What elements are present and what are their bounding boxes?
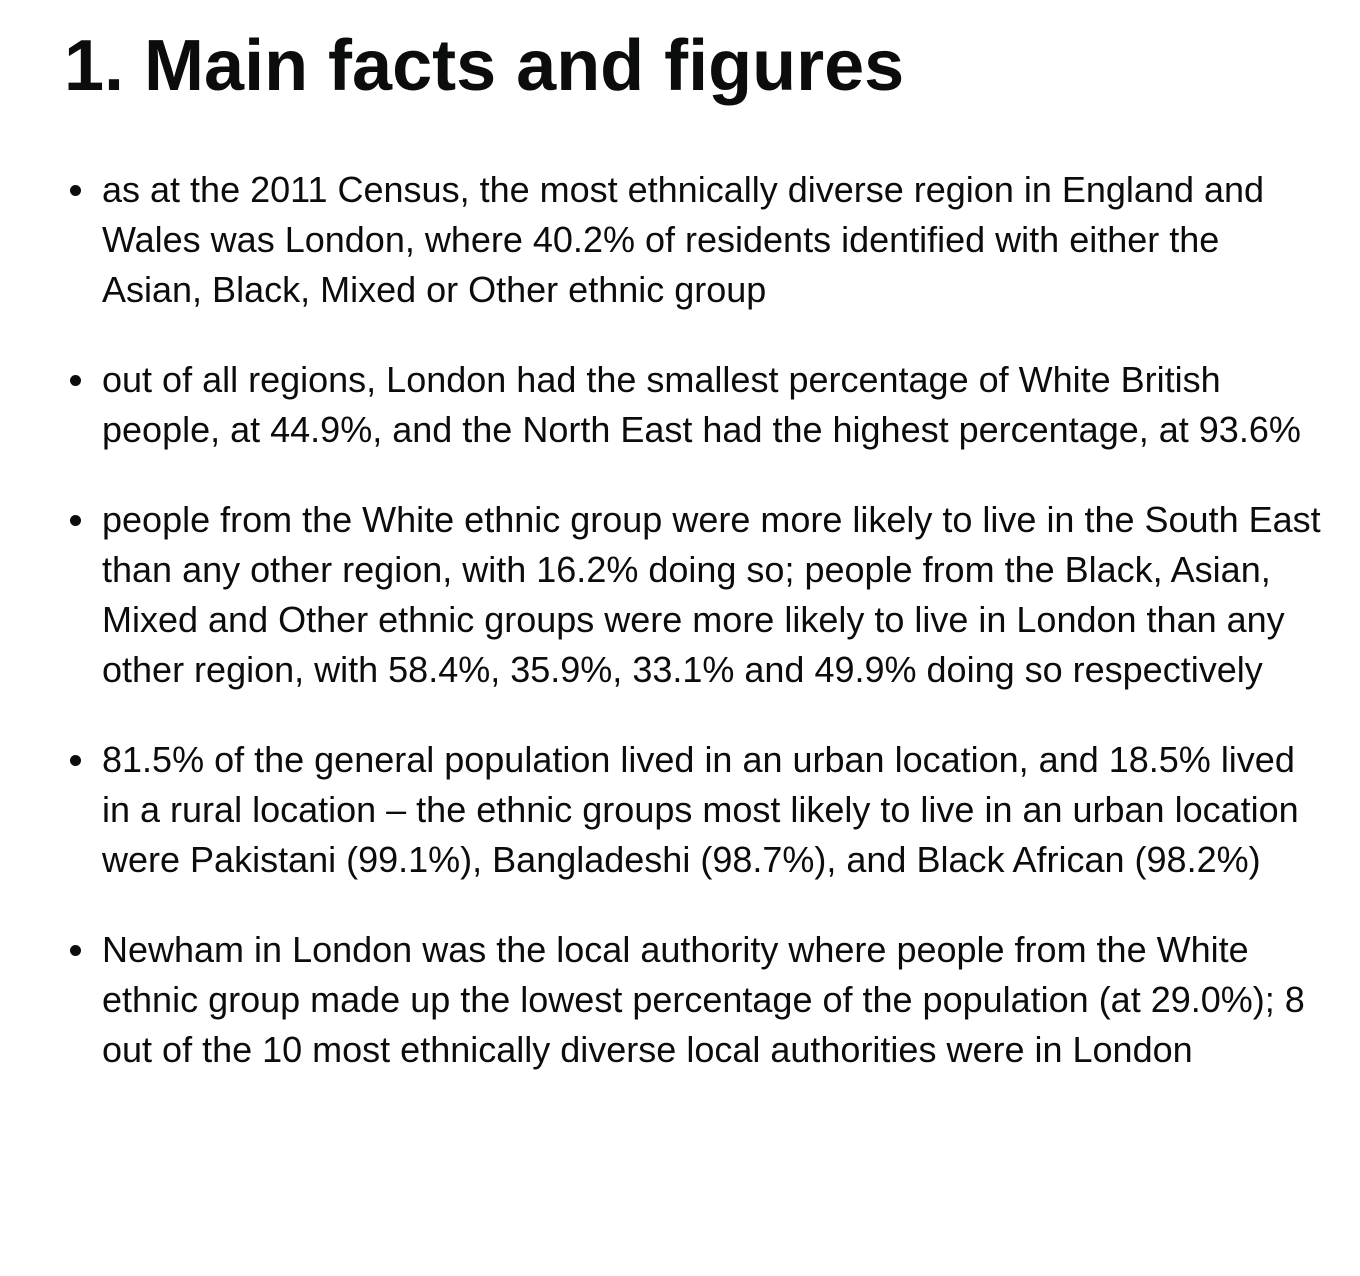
- fact-text: 81.5% of the general population lived in an urban location, and 18.5% lived in a rural location – the ethnic groups most likely to live in an urban location were Pakistani (99.1%), Bangladeshi (98.7%), and Black African (98.2%): [102, 739, 1299, 880]
- fact-item-2: [0, 355, 1360, 455]
- fact-text: out of all regions, London had the smallest percentage of White British people, at 44.9%, and the North East had the highest percentage, at 93.6%: [102, 359, 1301, 450]
- bullet-icon: [70, 185, 81, 196]
- fact-item-4: [0, 735, 1360, 885]
- fact-text: as at the 2011 Census, the most ethnically diverse region in England and Wales was London, where 40.2% of residents identified with either the Asian, Black, Mixed or Other ethnic group: [102, 169, 1265, 310]
- bullet-icon: [70, 375, 81, 386]
- fact-item-1: [0, 165, 1360, 315]
- fact-item-5: [0, 925, 1360, 1075]
- bullet-icon: [70, 945, 81, 956]
- fact-text: people from the White ethnic group were more likely to live in the South East than any other region, with 16.2% doing so; people from the Black, Asian, Mixed and Other ethnic groups were more likely to live in London than any other region, with 58.4%, 35.9%, 33.1% and 49.9% doing so respectively: [102, 499, 1321, 690]
- fact-item-3: [0, 495, 1360, 695]
- bullet-icon: [70, 515, 81, 526]
- page-heading: 1. Main facts and figures: [64, 26, 905, 106]
- fact-text: Newham in London was the local authority where people from the White ethnic group made up the lowest percentage of the population (at 29.0%); 8 out of the 10 most ethnically diverse local authorities were in London: [102, 929, 1305, 1070]
- bullet-icon: [70, 755, 81, 766]
- facts-list: [0, 165, 1360, 1115]
